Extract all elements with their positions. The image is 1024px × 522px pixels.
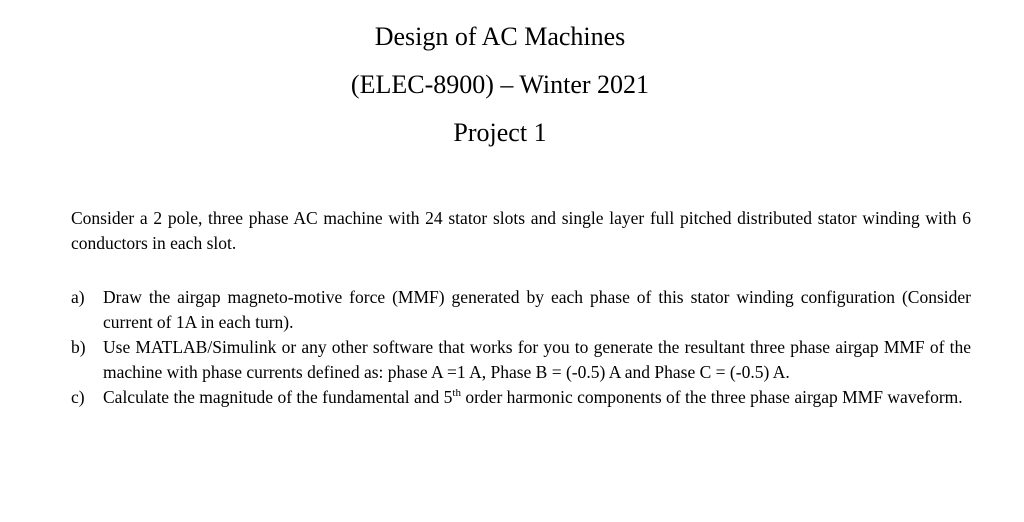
question-text-part: Calculate the magnitude of the fundamental and 5 — [103, 387, 453, 407]
question-item-a — [71, 285, 971, 335]
problem-statement — [71, 206, 971, 256]
question-text-part: order harmonic components of the three phase airgap MMF waveform. — [460, 387, 963, 407]
document-title: Design of AC Machines — [374, 22, 626, 51]
question-item-c — [71, 385, 971, 410]
question-marker: c) — [71, 387, 85, 407]
question-list — [71, 285, 971, 410]
question-item-b — [71, 335, 971, 385]
ordinal-superscript: th — [452, 387, 461, 400]
problem-statement-text: Consider a 2 pole, three phase AC machine with 24 stator slots and single layer full pitched distributed stator winding with 6 conductors in each slot. — [71, 208, 971, 253]
question-text: Use MATLAB/Simulink or any other software that works for you to generate the resultant three phase airgap MMF of the machine with phase currents defined as: phase A =1 A, Phase B = (-0.5) A and Phase C = (-0.5) A. — [103, 337, 971, 382]
question-marker: a) — [71, 287, 85, 307]
course-code-term: (ELEC-8900) – Winter 2021 — [350, 70, 650, 99]
question-marker: b) — [71, 337, 86, 357]
question-text — [103, 385, 971, 410]
question-text: Draw the airgap magneto-motive force (MMF) generated by each phase of this stator winding configuration (Consider current of 1A in each turn). — [103, 287, 971, 332]
project-label: Project 1 — [453, 118, 547, 147]
